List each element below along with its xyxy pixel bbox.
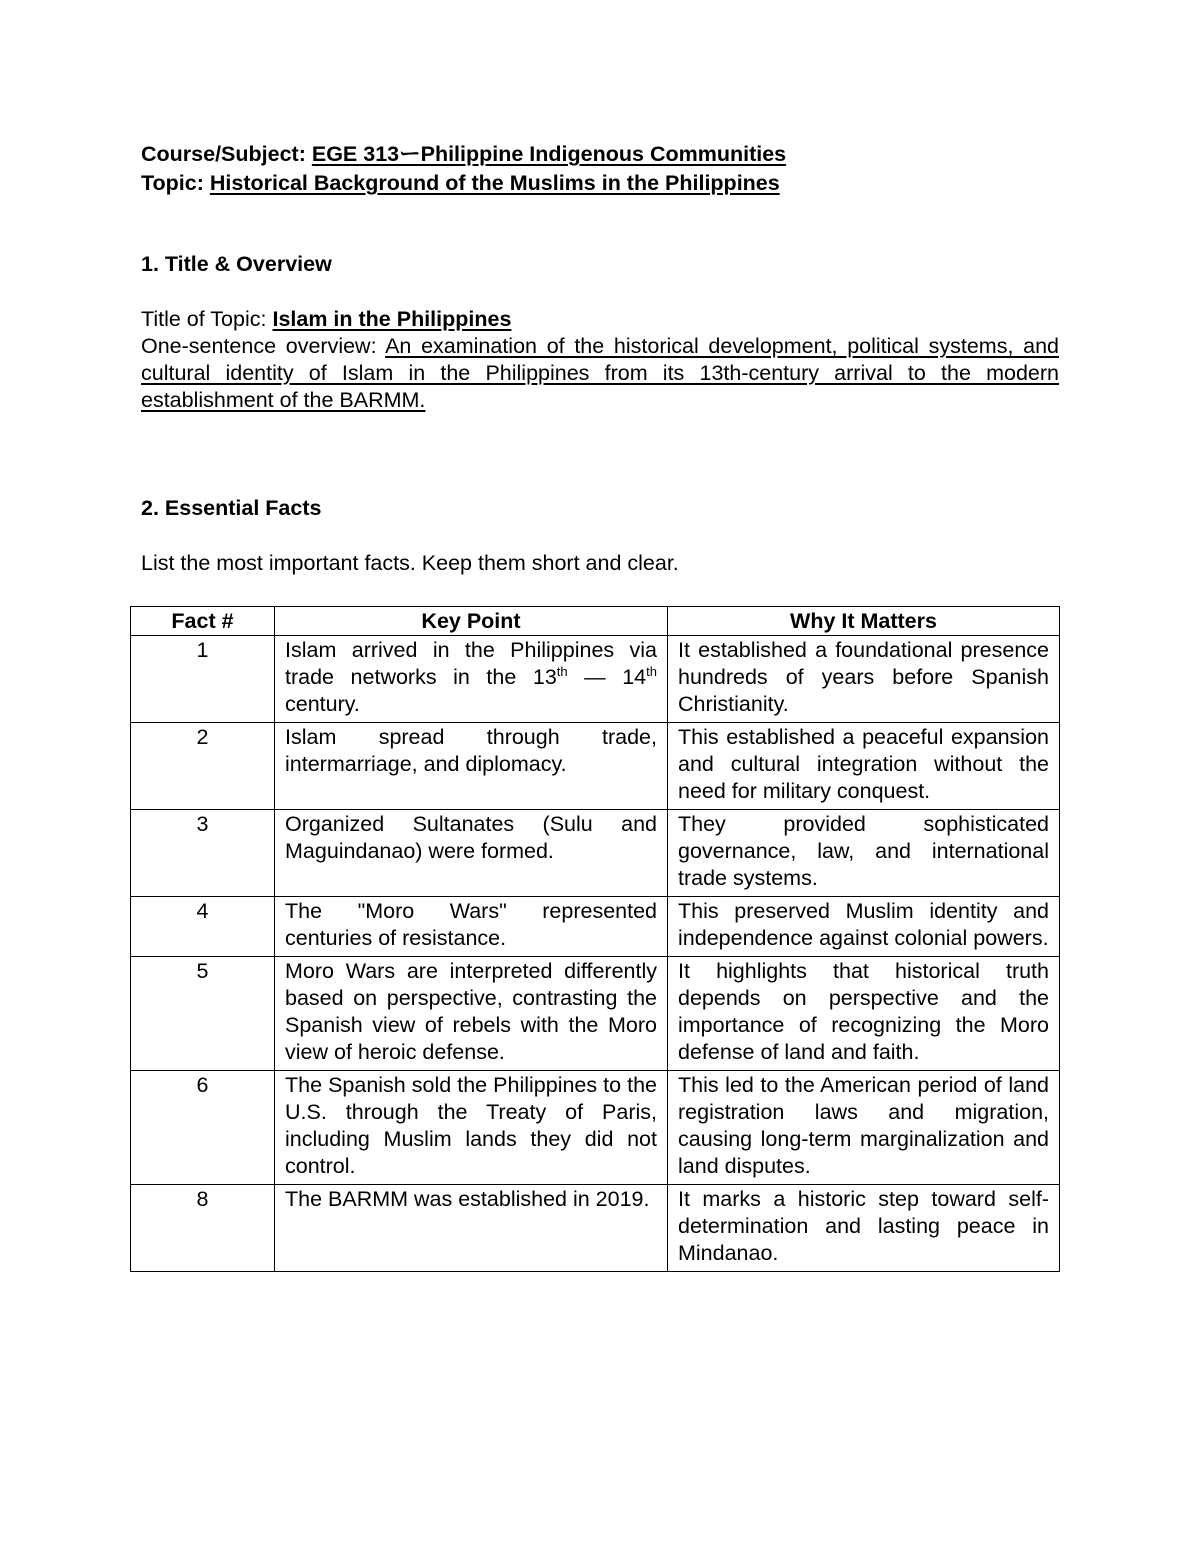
table-row (131, 723, 1060, 810)
table-row (131, 636, 1060, 723)
key-point: The "Moro Wars" represented centuries of resistance. (275, 897, 668, 957)
document-page (141, 140, 1059, 577)
why-it-matters: This established a peaceful expansion and cultural integration without the need for military conquest. (668, 723, 1060, 810)
overview-line (141, 333, 1059, 414)
fact-number: 5 (131, 957, 275, 1071)
fact-number: 1 (131, 636, 275, 723)
course-value: EGE 313ーPhilippine Indigenous Communities (311, 142, 787, 166)
header-why-it-matters: Why It Matters (668, 607, 1060, 636)
why-it-matters: This led to the American period of land registration laws and migration, causing long-term marginalization and land disputes. (668, 1071, 1060, 1185)
section-2-instruction: List the most important facts. Keep them short and clear. (141, 551, 679, 575)
why-it-matters: It highlights that historical truth depends on perspective and the importance of recognizing the Moro defense of land and faith. (668, 957, 1060, 1071)
overview-label: One-sentence overview: (141, 334, 377, 358)
key-point: Moro Wars are interpreted differently based on perspective, contrasting the Spanish view of rebels with the Moro view of heroic defense. (275, 957, 668, 1071)
header-key-point: Key Point (275, 607, 668, 636)
table-row (131, 897, 1060, 957)
course-line (141, 140, 1059, 169)
essential-facts-table (130, 606, 1060, 1272)
table-header-row (131, 607, 1060, 636)
topic-value: Historical Background of the Muslims in the Philippines (209, 171, 780, 195)
why-it-matters: This preserved Muslim identity and independence against colonial powers. (668, 897, 1060, 957)
course-label: Course/Subject: (141, 142, 306, 166)
why-it-matters: It marks a historic step toward self-determination and lasting peace in Mindanao. (668, 1185, 1060, 1272)
topic-line (141, 169, 1059, 198)
title-value: Islam in the Philippines (272, 307, 512, 331)
section-2-heading: 2. Essential Facts (141, 496, 322, 520)
why-it-matters: It established a foundational presence hundreds of years before Spanish Christianity. (668, 636, 1060, 723)
key-point: The Spanish sold the Philippines to the U.S. through the Treaty of Paris, including Muslim lands they did not control. (275, 1071, 668, 1185)
key-point: Organized Sultanates (Sulu and Maguindanao) were formed. (275, 810, 668, 897)
fact-number: 6 (131, 1071, 275, 1185)
overview-value: An examination of the historical development, political systems, and cultural identity of Islam in the Philippines from its 13th-century arrival to the modern establishment of the BARMM. (141, 334, 1059, 412)
table-row (131, 957, 1060, 1071)
header-fact-number: Fact # (131, 607, 275, 636)
fact-number: 4 (131, 897, 275, 957)
topic-label: Topic: (141, 171, 204, 195)
key-point: The BARMM was established in 2019. (275, 1185, 668, 1272)
fact-number: 2 (131, 723, 275, 810)
key-point: Islam arrived in the Philippines via trade networks in the 13th — 14th century. (275, 636, 668, 723)
table-row (131, 1071, 1060, 1185)
fact-number: 8 (131, 1185, 275, 1272)
why-it-matters: They provided sophisticated governance, law, and international trade systems. (668, 810, 1060, 897)
fact-number: 3 (131, 810, 275, 897)
key-point: Islam spread through trade, intermarriage, and diplomacy. (275, 723, 668, 810)
table-row (131, 810, 1060, 897)
title-label: Title of Topic: (141, 307, 267, 331)
title-of-topic-line (141, 306, 1059, 333)
section-1-heading: 1. Title & Overview (141, 252, 332, 276)
table-row (131, 1185, 1060, 1272)
